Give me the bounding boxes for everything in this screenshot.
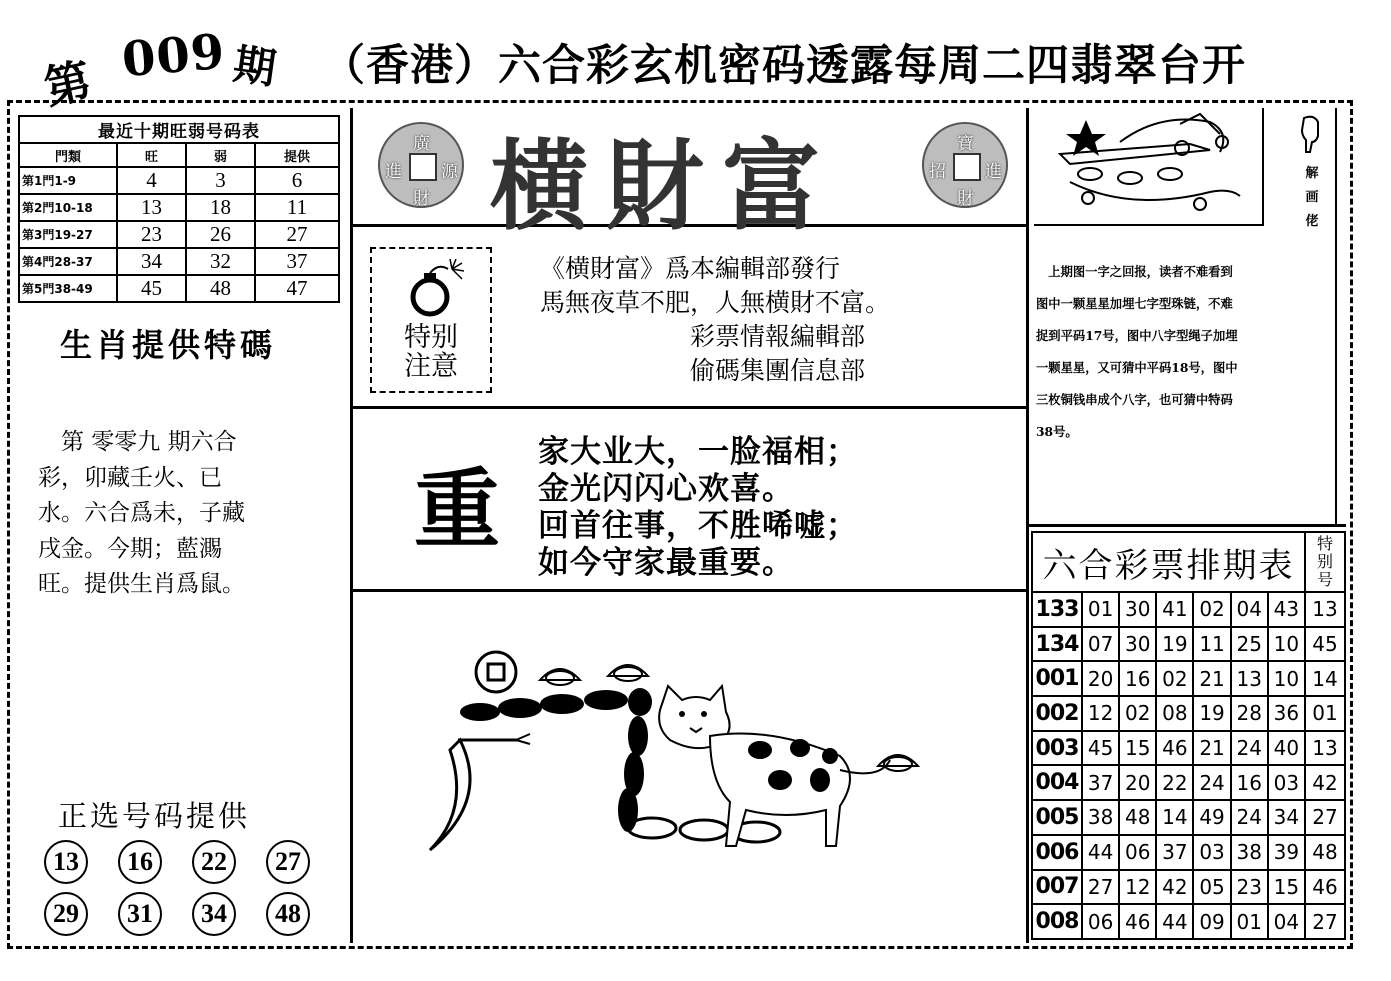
- pick-ball: 48: [266, 892, 310, 936]
- number-cell: 01: [1082, 592, 1119, 627]
- table-row: [1032, 661, 1345, 696]
- table-row: [19, 194, 339, 221]
- special-number-cell: 13: [1305, 731, 1345, 766]
- page-title: （香港）六合彩玄机密码透露每周二四翡翠台开: [322, 41, 1246, 91]
- jie-label: [1297, 162, 1327, 234]
- notice-box: [370, 247, 492, 393]
- number-cell: 15: [1268, 870, 1305, 905]
- pick-ball: 29: [44, 892, 88, 936]
- verse-text: [538, 434, 858, 582]
- period-cell: 006: [1032, 835, 1082, 870]
- number-cell: 19: [1156, 627, 1193, 662]
- hot-cold-table-title: 最近十期旺弱号码表: [19, 116, 339, 143]
- number-cell: 11: [1193, 627, 1230, 662]
- row-label: 第4門28-37: [19, 248, 117, 275]
- cat-illustration: [420, 640, 940, 860]
- row-label: 第1門1-9: [19, 167, 117, 194]
- puzzle-illustration: [1050, 112, 1256, 220]
- hint-line: 图中一颗星星加埋七字型珠链，不难: [1036, 296, 1233, 311]
- table-row: [1032, 800, 1345, 835]
- table-row: [1032, 592, 1345, 627]
- special-number-cell: 46: [1305, 870, 1345, 905]
- number-cell: 40: [1268, 731, 1305, 766]
- number-cell: 20: [1082, 661, 1119, 696]
- intro-line: 《横財富》爲本編輯部發行: [540, 254, 841, 283]
- number-cell: 02: [1156, 661, 1193, 696]
- coin-char: 財: [957, 189, 974, 209]
- special-number-cell: 27: [1305, 800, 1345, 835]
- table-row: [1032, 765, 1345, 800]
- zodiac-title: 生肖提供特碼: [60, 326, 277, 364]
- divider-verse: [350, 589, 1028, 592]
- hint-line: 三枚铜钱串成个八字，也可猜中特码: [1036, 392, 1233, 407]
- table-row: [19, 275, 339, 302]
- number-cell: 25: [1231, 627, 1268, 662]
- issue-suffix: 期: [230, 39, 279, 94]
- number-cell: 21: [1193, 731, 1230, 766]
- cell-value: 26: [186, 221, 255, 248]
- divider-puzzle: [1034, 224, 1264, 226]
- cell-value: 27: [255, 221, 339, 248]
- row-label: 第5門38-49: [19, 275, 117, 302]
- pick-ball: 34: [192, 892, 236, 936]
- number-cell: 20: [1119, 765, 1156, 800]
- number-cell: 44: [1156, 904, 1193, 939]
- number-cell: 39: [1268, 835, 1305, 870]
- number-cell: 16: [1119, 661, 1156, 696]
- table-row: [19, 167, 339, 194]
- number-cell: 12: [1119, 870, 1156, 905]
- coin-char: 財: [413, 189, 430, 209]
- number-cell: 24: [1193, 765, 1230, 800]
- table-row: [1032, 731, 1345, 766]
- period-cell: 008: [1032, 904, 1082, 939]
- number-cell: 30: [1119, 592, 1156, 627]
- number-cell: 22: [1156, 765, 1193, 800]
- number-cell: 06: [1119, 835, 1156, 870]
- jie-label-char: 佬: [1305, 214, 1319, 229]
- brand-title: 横財富: [490, 129, 839, 244]
- special-header-char: 号: [1316, 570, 1333, 589]
- period-cell: 133: [1032, 592, 1082, 627]
- coin-char: 招: [929, 162, 946, 182]
- special-header-char: 特: [1316, 534, 1333, 553]
- table-row: [1032, 627, 1345, 662]
- divider-left: [350, 108, 353, 943]
- number-cell: 10: [1268, 661, 1305, 696]
- verse-line: 如今守家最重要。: [538, 545, 794, 581]
- number-cell: 01: [1231, 904, 1268, 939]
- number-cell: 06: [1082, 904, 1119, 939]
- number-cell: 27: [1082, 870, 1119, 905]
- pick-ball: 27: [266, 840, 310, 884]
- cell-value: 45: [117, 275, 186, 302]
- pointing-hand-icon: [1296, 114, 1326, 154]
- hint-line: 上期图一字之回报，读者不难看到: [1036, 264, 1233, 279]
- pick-ball: 16: [118, 840, 162, 884]
- period-cell: 001: [1032, 661, 1082, 696]
- cell-value: 11: [255, 194, 339, 221]
- number-cell: 04: [1268, 904, 1305, 939]
- hint-line: 一颗星星，又可猜中平码18号，图中: [1036, 360, 1238, 375]
- number-cell: 38: [1082, 800, 1119, 835]
- number-cell: 19: [1193, 696, 1230, 731]
- poem-line: 第 零零九 期六合: [38, 429, 237, 455]
- table-row: [1032, 835, 1345, 870]
- coin-char: 進: [385, 162, 402, 182]
- big-character: 重: [414, 460, 500, 560]
- poem-line: 戌金。今期；藍瀃: [38, 535, 222, 562]
- number-cell: 46: [1119, 904, 1156, 939]
- cell-value: 37: [255, 248, 339, 275]
- period-cell: 004: [1032, 765, 1082, 800]
- verse-line: 家大业大，一脸福相；: [538, 434, 858, 470]
- hot-cold-table: [18, 115, 340, 303]
- divider-notice: [350, 406, 1028, 409]
- poem-line: 旺。提供生肖爲鼠。: [38, 571, 245, 597]
- number-cell: 14: [1156, 800, 1193, 835]
- number-cell: 37: [1156, 835, 1193, 870]
- number-cell: 03: [1268, 765, 1305, 800]
- cell-value: 18: [186, 194, 255, 221]
- poem-line: 彩，卯藏壬火、已: [38, 464, 222, 491]
- coin-char: 進: [985, 162, 1002, 182]
- coin-icon-left: [378, 122, 464, 208]
- intro-line: 彩票情報編輯部: [540, 322, 866, 351]
- schedule-title: 六合彩票排期表: [1032, 532, 1305, 592]
- special-header-char: 别: [1316, 552, 1333, 571]
- period-cell: 003: [1032, 731, 1082, 766]
- number-cell: 41: [1156, 592, 1193, 627]
- number-cell: 02: [1193, 592, 1230, 627]
- special-number-cell: 42: [1305, 765, 1345, 800]
- special-number-cell: 14: [1305, 661, 1345, 696]
- special-number-cell: 01: [1305, 696, 1345, 731]
- issue-prefix: 第: [39, 52, 96, 116]
- picks-title: 正选号码提供: [58, 799, 251, 833]
- number-cell: 24: [1231, 800, 1268, 835]
- number-cell: 15: [1119, 731, 1156, 766]
- cell-value: 13: [117, 194, 186, 221]
- schedule-body: [1032, 592, 1345, 939]
- period-cell: 007: [1032, 870, 1082, 905]
- number-cell: 24: [1231, 731, 1268, 766]
- number-cell: 09: [1193, 904, 1230, 939]
- coin-char: 源: [441, 162, 458, 182]
- number-cell: 49: [1193, 800, 1230, 835]
- table-row: [1032, 870, 1345, 905]
- period-cell: 005: [1032, 800, 1082, 835]
- number-cell: 43: [1268, 592, 1305, 627]
- coin-char: 廣: [413, 134, 430, 154]
- cell-value: 6: [255, 167, 339, 194]
- number-cell: 08: [1156, 696, 1193, 731]
- special-number-cell: 27: [1305, 904, 1345, 939]
- draw-schedule-table: [1031, 531, 1346, 940]
- number-cell: 21: [1193, 661, 1230, 696]
- intro-text: [540, 252, 890, 388]
- number-cell: 34: [1268, 800, 1305, 835]
- coin-char: 寶: [957, 134, 974, 154]
- special-number-cell: 13: [1305, 592, 1345, 627]
- table-row: [19, 221, 339, 248]
- cell-value: 48: [186, 275, 255, 302]
- number-cell: 03: [1193, 835, 1230, 870]
- number-cell: 10: [1268, 627, 1305, 662]
- zodiac-poem: [38, 425, 328, 603]
- number-cell: 05: [1193, 870, 1230, 905]
- table-row: [19, 248, 339, 275]
- row-label: 第3門19-27: [19, 221, 117, 248]
- verse-line: 金光闪闪心欢喜。: [538, 471, 794, 507]
- number-cell: 36: [1268, 696, 1305, 731]
- number-cell: 16: [1231, 765, 1268, 800]
- number-cell: 42: [1156, 870, 1193, 905]
- period-cell: 002: [1032, 696, 1082, 731]
- period-cell: 134: [1032, 627, 1082, 662]
- number-cell: 02: [1119, 696, 1156, 731]
- number-cell: 46: [1156, 731, 1193, 766]
- number-cell: 04: [1231, 592, 1268, 627]
- number-cell: 23: [1231, 870, 1268, 905]
- number-cell: 38: [1231, 835, 1268, 870]
- row-label: 第2門10-18: [19, 194, 117, 221]
- pick-ball: 31: [118, 892, 162, 936]
- number-cell: 07: [1082, 627, 1119, 662]
- cell-value: 34: [117, 248, 186, 275]
- col-header: 弱: [186, 143, 255, 167]
- poem-line: 水。六合爲未，子藏: [38, 500, 245, 526]
- notice-label-line: 特别: [404, 322, 458, 353]
- table-row: [1032, 904, 1345, 939]
- jie-label-char: 解: [1305, 166, 1319, 181]
- hint-line: 38号。: [1036, 424, 1078, 439]
- intro-line: 馬無夜草不肥，人無横財不富。: [540, 288, 891, 317]
- notice-label: [372, 323, 490, 381]
- cell-value: 32: [186, 248, 255, 275]
- number-cell: 45: [1082, 731, 1119, 766]
- puzzle-hint: [1036, 256, 1336, 448]
- cell-value: 4: [117, 167, 186, 194]
- page-header: [30, 22, 1370, 116]
- number-cell: 28: [1231, 696, 1268, 731]
- cell-value: 3: [186, 167, 255, 194]
- verse-line: 回首往事，不胜唏嘘；: [538, 508, 858, 544]
- number-cell: 13: [1231, 661, 1268, 696]
- coin-icon-right: [922, 122, 1008, 208]
- col-header: 旺: [117, 143, 186, 167]
- number-cell: 44: [1082, 835, 1119, 870]
- number-cell: 48: [1119, 800, 1156, 835]
- special-number-cell: 48: [1305, 835, 1345, 870]
- divider-hint: [1026, 524, 1346, 527]
- cell-value: 23: [117, 221, 186, 248]
- number-cell: 12: [1082, 696, 1119, 731]
- jie-label-char: 画: [1305, 190, 1319, 205]
- intro-line: 偷碼集團信息部: [540, 356, 866, 385]
- number-cell: 30: [1119, 627, 1156, 662]
- special-number-cell: 45: [1305, 627, 1345, 662]
- col-header: 門類: [19, 143, 117, 167]
- table-row: [1032, 696, 1345, 731]
- notice-label-line: 注意: [404, 351, 458, 382]
- col-header: 提供: [255, 143, 339, 167]
- bomb-icon: [408, 259, 478, 321]
- pick-ball: 22: [192, 840, 236, 884]
- pick-ball: 13: [44, 840, 88, 884]
- special-header: [1305, 532, 1345, 592]
- cell-value: 47: [255, 275, 339, 302]
- number-cell: 37: [1082, 765, 1119, 800]
- divider-jie: [1262, 108, 1264, 226]
- hint-line: 捉到平码17号，图中八字型绳子加埋: [1036, 328, 1238, 343]
- issue-number: 009: [119, 23, 228, 89]
